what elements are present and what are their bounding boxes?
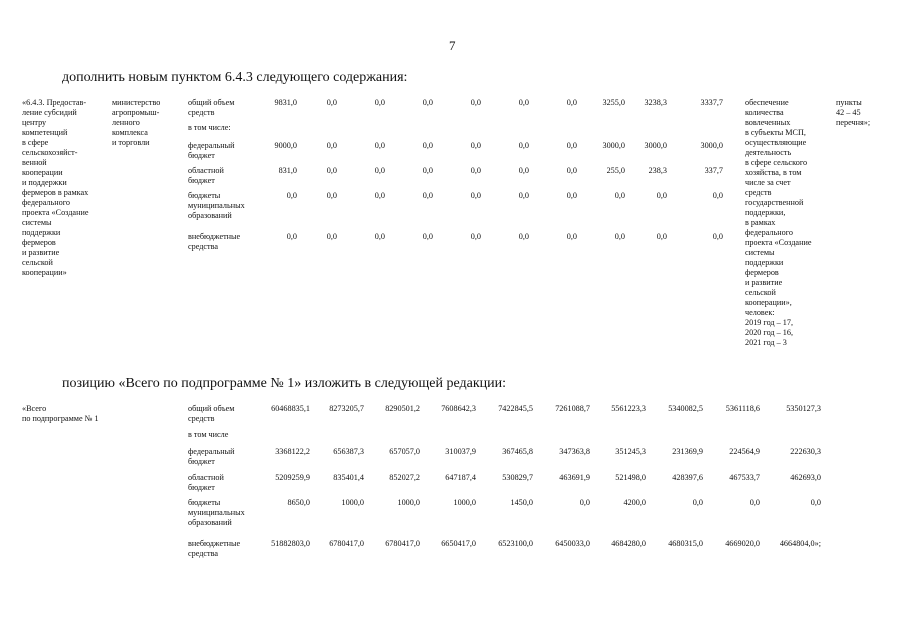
item-name-line: центру: [22, 118, 47, 127]
value-cell: 4680315,0: [668, 539, 703, 548]
item-points-line: 42 – 45: [836, 108, 861, 117]
item-indicator-line: государственной: [745, 198, 804, 207]
value-cell: 0,0: [566, 98, 577, 107]
item-indicator-line: числе за счет: [745, 178, 791, 187]
item-row-label: [188, 98, 234, 118]
value-cell: 0,0: [614, 191, 625, 200]
item-row-label: [188, 232, 240, 252]
value-cell: 0,0: [614, 232, 625, 241]
value-cell: 0,0: [326, 191, 337, 200]
item-indicator-line: в субъекты МСП,: [745, 128, 806, 137]
total-row-label-line: бюджет: [188, 483, 215, 492]
value-cell: 0,0: [374, 98, 385, 107]
item-name-line: кооперации: [22, 168, 63, 177]
item-indicator-line: средств: [745, 188, 772, 197]
item-name: [22, 98, 88, 278]
value-cell: 530829,7: [502, 473, 533, 482]
value-cell: 0,0: [566, 166, 577, 175]
item-name-line: в сфере: [22, 138, 49, 147]
item-indicator-line: хозяйства, в том: [745, 168, 802, 177]
value-cell: 0,0: [422, 232, 433, 241]
value-cell: 4200,0: [623, 498, 646, 507]
item-executor-line: ленного: [112, 118, 140, 127]
value-cell: 3000,0: [700, 141, 723, 150]
value-cell: 5361118,6: [725, 404, 760, 413]
total-row-label-line: средства: [188, 549, 219, 558]
value-cell: 0,0: [566, 232, 577, 241]
value-cell: 0,0: [422, 98, 433, 107]
value-cell: 463691,9: [559, 473, 590, 482]
value-cell: 1000,0: [453, 498, 476, 507]
value-cell: 5209259,9: [275, 473, 310, 482]
total-row-label: [188, 498, 245, 528]
item-name-line: кооперации»: [22, 268, 67, 277]
value-cell: 0,0: [374, 232, 385, 241]
value-cell: 0,0: [422, 166, 433, 175]
item-row-label-line: средств: [188, 108, 215, 117]
item-indicator-line: обеспечение: [745, 98, 789, 107]
item-indicator-line: поддержки: [745, 258, 784, 267]
value-cell: 0,0: [470, 191, 481, 200]
item-name-line: «6.4.3. Предостав-: [22, 98, 87, 107]
value-cell: 0,0: [470, 166, 481, 175]
item-executor-line: и торговли: [112, 138, 150, 147]
total-row-label: [188, 404, 234, 424]
value-cell: 351245,3: [615, 447, 646, 456]
value-cell: 0,0: [374, 141, 385, 150]
item-row-label: [188, 191, 245, 221]
value-cell: 6780417,0: [385, 539, 420, 548]
value-cell: 467533,7: [729, 473, 760, 482]
total-name: [22, 404, 99, 424]
item-indicator-line: количества: [745, 108, 784, 117]
item-row-label-line: в том числе:: [188, 123, 231, 132]
page-number: 7: [449, 38, 456, 53]
value-cell: 6523100,0: [498, 539, 533, 548]
value-cell: 0,0: [286, 232, 297, 241]
value-cell: 0,0: [518, 191, 529, 200]
item-indicator-line: 2019 год – 17,: [745, 318, 794, 327]
item-indicator-line: в рамках: [745, 218, 776, 227]
total-row-label-line: бюджеты: [188, 498, 221, 507]
value-cell: 656387,3: [333, 447, 364, 456]
item-indicator-line: 2020 год – 16,: [745, 328, 794, 337]
item-points-line: пункты: [836, 98, 862, 107]
value-cell: 0,0: [692, 498, 703, 507]
item-name-line: сельской: [22, 258, 53, 267]
value-cell: 222630,3: [790, 447, 821, 456]
item-indicator-line: 2021 год – 3: [745, 338, 787, 347]
value-cell: 0,0: [422, 141, 433, 150]
value-cell: 0,0: [326, 141, 337, 150]
value-cell: 9000,0: [274, 141, 297, 150]
value-cell: 0,0: [518, 166, 529, 175]
item-name-line: сельскохозяйст-: [22, 148, 78, 157]
total-row-label-line: в том числе: [188, 430, 229, 439]
value-cell: 8290501,2: [385, 404, 420, 413]
value-cell: 0,0: [810, 498, 821, 507]
value-cell: 5350127,3: [786, 404, 821, 413]
value-cell: 51882803,0: [271, 539, 310, 548]
item-name-line: системы: [22, 218, 52, 227]
value-cell: 347363,8: [559, 447, 590, 456]
value-cell: 255,0: [606, 166, 625, 175]
total-row-label-line: бюджет: [188, 457, 215, 466]
value-cell: 5340082,5: [668, 404, 703, 413]
item-indicator-line: системы: [745, 248, 775, 257]
value-cell: 657057,0: [389, 447, 420, 456]
item-name-line: и развитие: [22, 248, 60, 257]
value-cell: 0,0: [579, 498, 590, 507]
total-row-label-line: муниципальных: [188, 508, 245, 517]
amendment-heading-1: дополнить новым пунктом 6.4.3 следующего содержания:: [62, 70, 408, 85]
total-row-label: [188, 447, 235, 467]
value-cell: 1000,0: [341, 498, 364, 507]
item-name-line: проекта «Создание: [22, 208, 89, 217]
value-cell: 0,0: [518, 141, 529, 150]
item-row-label-line: средства: [188, 242, 219, 251]
item-indicator: [745, 98, 811, 348]
item-executor-line: комплекса: [112, 128, 148, 137]
value-cell: 3238,3: [644, 98, 667, 107]
total-row-label-line: средств: [188, 414, 215, 423]
value-cell: 6450033,0: [555, 539, 590, 548]
value-cell: 238,3: [648, 166, 667, 175]
item-executor-line: агропромыш-: [112, 108, 160, 117]
value-cell: 0,0: [374, 191, 385, 200]
value-cell: 3000,0: [644, 141, 667, 150]
item-indicator-line: осуществляющие: [745, 138, 807, 147]
item-indicator-line: кооперации»,: [745, 298, 792, 307]
value-cell: 0,0: [712, 232, 723, 241]
item-name-line: и поддержки: [22, 178, 67, 187]
item-name-line: федерального: [22, 198, 70, 207]
item-row-label-line: областной: [188, 166, 224, 175]
value-cell: 4684280,0: [611, 539, 646, 548]
item-points-line: перечня»;: [836, 118, 871, 127]
value-cell: 0,0: [470, 141, 481, 150]
value-cell: 0,0: [422, 191, 433, 200]
item-executor-line: министерство: [112, 98, 161, 107]
value-cell: 7608642,3: [441, 404, 476, 413]
item-indicator-line: в сфере сельского: [745, 158, 808, 167]
value-cell: 7422845,5: [498, 404, 533, 413]
total-name-line: по подпрограмме № 1: [22, 414, 99, 423]
item-row-label: [188, 166, 224, 186]
item-row-label-line: федеральный: [188, 141, 235, 150]
value-cell: 0,0: [326, 98, 337, 107]
item-row-label-line: бюджет: [188, 176, 215, 185]
item-indicator-line: фермеров: [745, 268, 779, 277]
item-indicator-line: федерального: [745, 228, 793, 237]
value-cell: 1000,0: [397, 498, 420, 507]
value-cell: 647187,4: [445, 473, 476, 482]
total-row-label-line: общий объем: [188, 404, 235, 413]
value-cell: 0,0: [470, 98, 481, 107]
item-indicator-line: человек:: [745, 308, 775, 317]
value-cell: 4664804,0»;: [779, 539, 821, 548]
item-row-label-line: муниципальных: [188, 201, 245, 210]
value-cell: 0,0: [518, 232, 529, 241]
value-cell: 1450,0: [510, 498, 533, 507]
value-cell: 0,0: [566, 191, 577, 200]
total-row-label: [188, 539, 240, 559]
value-cell: 3337,7: [700, 98, 723, 107]
value-cell: 5561223,3: [611, 404, 646, 413]
item-indicator-line: сельской: [745, 288, 776, 297]
value-cell: 0,0: [749, 498, 760, 507]
total-name-line: «Всего: [22, 404, 47, 413]
total-row-label-line: федеральный: [188, 447, 235, 456]
value-cell: 3000,0: [602, 141, 625, 150]
value-cell: 60468835,1: [271, 404, 310, 413]
value-cell: 0,0: [326, 166, 337, 175]
value-cell: 835401,4: [333, 473, 364, 482]
total-row-label-line: образований: [188, 518, 232, 527]
value-cell: 462693,0: [790, 473, 821, 482]
item-name-line: фермеров в рамках: [22, 188, 89, 197]
value-cell: 367465,8: [502, 447, 533, 456]
item-name-line: фермеров: [22, 238, 56, 247]
value-cell: 8650,0: [287, 498, 310, 507]
item-row-label-line: образований: [188, 211, 232, 220]
item-executor: [112, 98, 160, 148]
value-cell: 6650417,0: [441, 539, 476, 548]
item-row-label-line: бюджеты: [188, 191, 221, 200]
total-row-label: [188, 473, 224, 493]
value-cell: 831,0: [278, 166, 297, 175]
amendment-heading-2: позицию «Всего по подпрограмме № 1» изложить в следующей редакции:: [62, 376, 507, 391]
value-cell: 521498,0: [615, 473, 646, 482]
value-cell: 0,0: [712, 191, 723, 200]
item-indicator-line: и развитие: [745, 278, 783, 287]
item-row-label-line: общий объем: [188, 98, 235, 107]
value-cell: 0,0: [374, 166, 385, 175]
value-cell: 231369,9: [672, 447, 703, 456]
item-name-line: ление субсидий: [22, 108, 77, 117]
value-cell: 7261088,7: [555, 404, 590, 413]
item-name-line: компетенций: [22, 128, 68, 137]
item-indicator-line: поддержки,: [745, 208, 786, 217]
item-row-label-line: бюджет: [188, 151, 215, 160]
value-cell: 0,0: [470, 232, 481, 241]
value-cell: 0,0: [656, 191, 667, 200]
item-name-line: венной: [22, 158, 47, 167]
value-cell: 852027,2: [389, 473, 420, 482]
value-cell: 0,0: [656, 232, 667, 241]
value-cell: 0,0: [566, 141, 577, 150]
item-indicator-line: вовлеченных: [745, 118, 791, 127]
value-cell: 4669020,0: [725, 539, 760, 548]
value-cell: 3368122,2: [275, 447, 310, 456]
value-cell: 224564,9: [729, 447, 760, 456]
value-cell: 428397,6: [672, 473, 703, 482]
value-cell: 8273205,7: [329, 404, 364, 413]
value-cell: 337,7: [704, 166, 723, 175]
value-cell: 0,0: [518, 98, 529, 107]
value-cell: 3255,0: [602, 98, 625, 107]
value-cell: 310037,9: [445, 447, 476, 456]
value-cell: 6780417,0: [329, 539, 364, 548]
item-row-label: [188, 123, 231, 133]
total-row-label-line: внебюджетные: [188, 539, 241, 548]
item-name-line: поддержки: [22, 228, 61, 237]
item-row-label-line: внебюджетные: [188, 232, 241, 241]
total-row-label-line: областной: [188, 473, 224, 482]
total-row-label: [188, 430, 228, 440]
item-indicator-line: деятельность: [745, 148, 792, 157]
value-cell: 0,0: [286, 191, 297, 200]
item-row-label: [188, 141, 235, 161]
value-cell: 9831,0: [274, 98, 297, 107]
value-cell: 0,0: [326, 232, 337, 241]
item-indicator-line: проекта «Создание: [745, 238, 812, 247]
item-points: [836, 98, 870, 128]
